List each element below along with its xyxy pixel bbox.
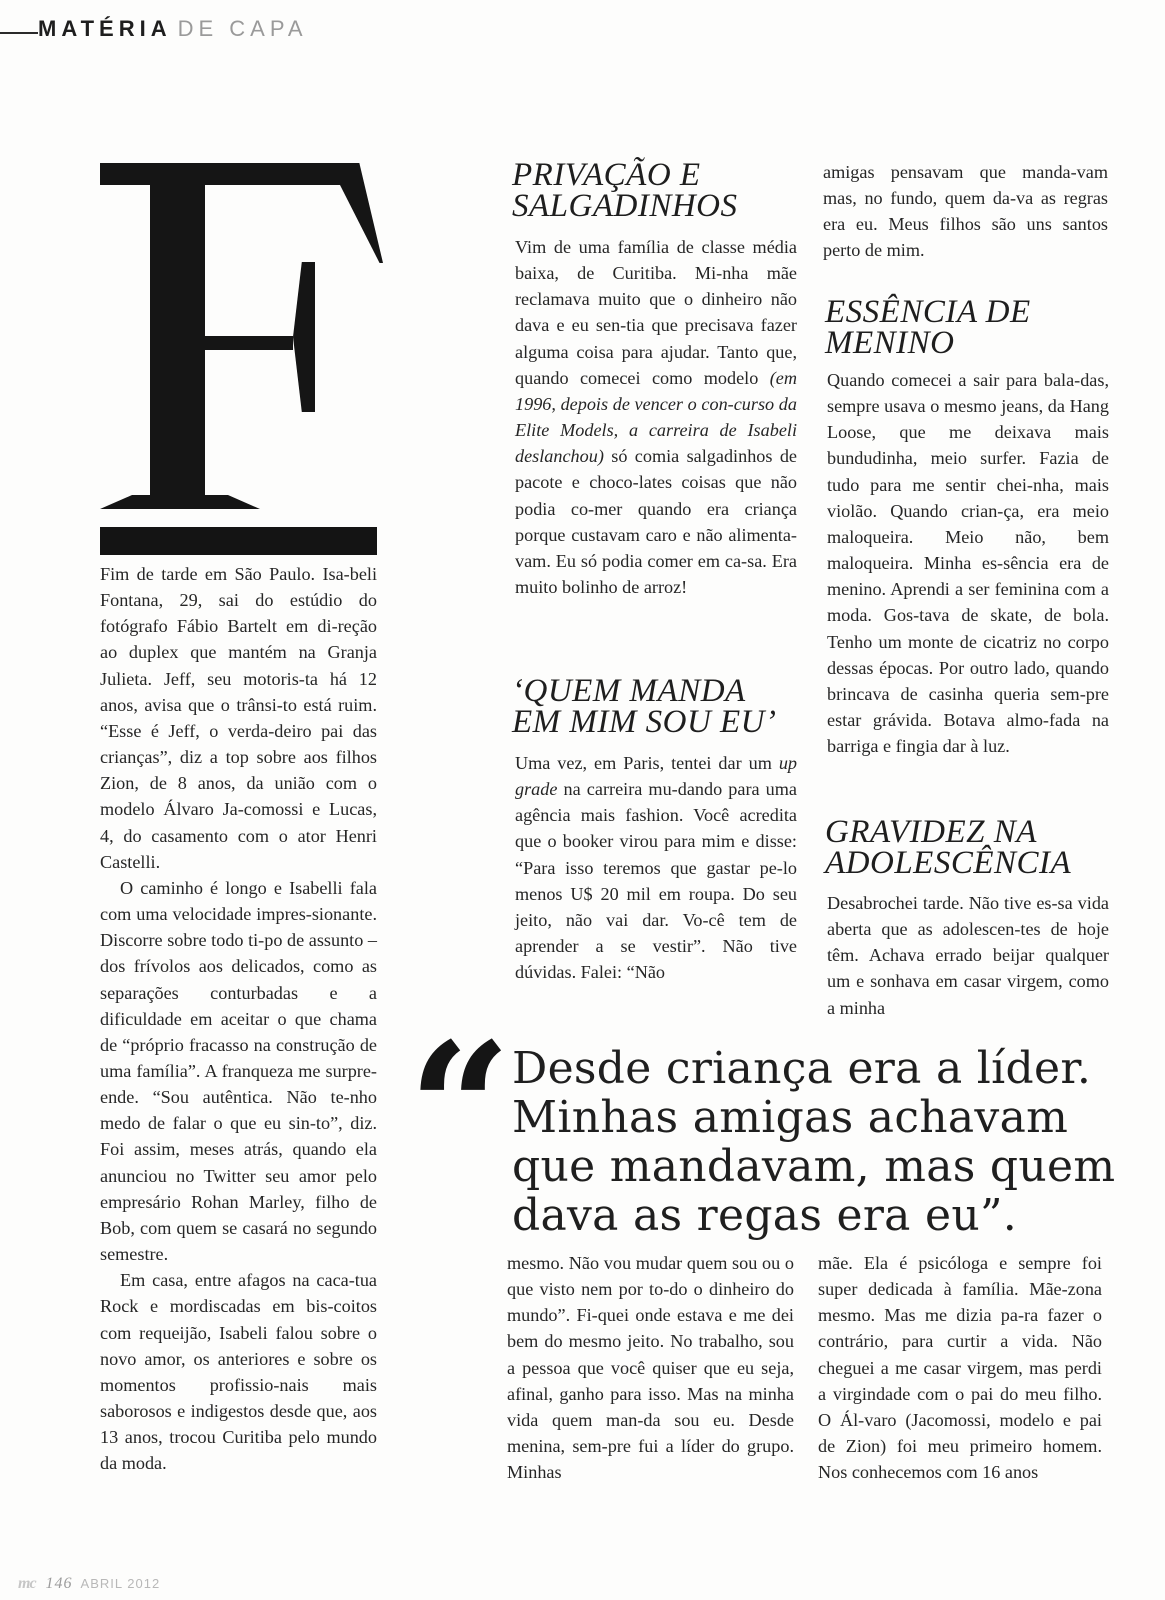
subheading-line: PRIVAÇÃO E — [512, 157, 701, 193]
column-3 — [823, 159, 1108, 264]
paragraph: Em casa, entre afagos na caca-tua Rock e mordiscadas em bis-coitos com requeijão, Isabeli falou sobre o novo amor, os anteriores e sobre os momentos profissio-nais mais saborosos e indigestos desde que, aos 13 anos, trocou Curitiba pelo mundo da moda. — [100, 1270, 377, 1474]
section-title-bold: MATÉRIA — [38, 16, 172, 41]
column-3-bottom — [818, 1250, 1102, 1485]
paragraph: Desabrochei tarde. Não tive es-sa vida aberta que as adolescen-tes de hoje têm. Achava errado beijar qualquer um e sonhava em casar virgem, como a minha — [827, 893, 1109, 1018]
subheading-line: EM MIM SOU EU’ — [512, 704, 777, 740]
quote-mark-icon: “ — [408, 1004, 512, 1215]
column-3-part-3 — [827, 890, 1109, 1021]
page-number: 146 — [45, 1575, 73, 1592]
paragraph — [515, 750, 797, 985]
text-run: Vim de uma família de classe média baixa, de Curitiba. Mi-nha mãe reclamava muito que o dinheiro não dava e eu sen-tia que precisava fazer alguma coisa para ajudar. Tanto que, quando comecei como modelo — [515, 237, 797, 388]
page-footer — [18, 1575, 160, 1593]
dropcap-top-serif — [340, 163, 383, 263]
paragraph: mesmo. Não vou mudar quem sou ou o que visto nem por to-do o dinheiro do mundo”. Fi-quei onde estava e me dei bem do mesmo jeito. No trabalho, sou a pessoa que você quiser que eu seja, afinal, ganho para isso. Mas na minha vida quem man-da sou eu. Desde menina, sem-pre fui a líder do grupo. Minhas — [507, 1253, 794, 1483]
column-2-bottom — [507, 1250, 794, 1485]
column-2-heading-1 — [512, 157, 802, 230]
subheading-line: GRAVIDEZ NA — [825, 814, 1037, 850]
text-run: na carreira mu-dando para uma agência mais fashion. Você acredita que o booker virou para mim e disse: “Para isso teremos que gastar pe-lo menos U$ 20 mil em roupa. Do seu jeito, não vai dar. Vo-cê tem de aprender a se vestir”. Não tive dúvidas. Falei: “Não — [515, 779, 797, 983]
pull-quote-line: dava as regas era eu”. — [512, 1190, 1018, 1241]
column-3-heading-1 — [825, 294, 1115, 367]
column-3-heading-2 — [825, 814, 1115, 887]
paragraph: Quando comecei a sair para bala-das, sempre usava o mesmo jeans, da Hang Loose, que me deixava mais bundudinha, meio surfer. Fazia de tudo para me sentir chei-nha, mais violão. Quando crian-ça, era meio maloqueira. Meio não, bem maloqueira. Minha es-sência era de menino. Aprendi a ser feminina com a moda. Gos-tava de skate, de bola. Tenho um monte de cicatriz no corpo dessas épocas. Por outro lado, quando brincava de casinha queria sem-pre estar grávida. Botava almo-fada na barriga e fingia dar à luz. — [827, 370, 1109, 757]
subheading — [825, 294, 1115, 361]
pull-quote-line: Desde criança era a líder. — [512, 1043, 1092, 1094]
italic-term: up grade — [515, 753, 797, 800]
column-3-part-2 — [827, 367, 1109, 759]
column-2 — [515, 234, 797, 600]
dropcap-middle-serif — [293, 262, 315, 412]
column-1 — [100, 561, 377, 1476]
dropcap-black-bar — [100, 527, 377, 555]
column-2-heading-2 — [512, 673, 802, 746]
paragraph: O caminho é longo e Isabelli fala com uma velocidade impres-sionante. Discorre sobre todo ti-po de assunto – dos frívolos aos delicados, como as separações conturbadas e a dificuldade em aceitar o que chama de “próprio fracasso na construção de uma família”. A franqueza me surpre-ende. “Sou autêntica. Não te-nho medo de falar o que eu sin-to”, diz. Foi assim, meses atrás, quando ela anunciou no Twitter seu amor pelo empresário Rohan Marley, filho de Bob, com quem se casará no segundo semestre. — [100, 877, 377, 1265]
dropcap-foot-serif — [100, 495, 260, 509]
paragraph: mãe. Ela é psicóloga e sempre foi super dedicada à família. Mãe-zona mesmo. Mas me dizia pa-ra fazer o contrário, para curtir a vida. Não cheguei a me casar virgem, mas perdi a virgindade com o pai do meu filho. O Ál-varo (Jacomossi, modelo e pai de Zion) foi meu primeiro homem. Nos conhecemos com 16 anos — [818, 1253, 1102, 1483]
column-2-part-2 — [515, 750, 797, 985]
subheading-line: ESSÊNCIA DE — [825, 294, 1031, 330]
italic-note: (em 1996, depois de vencer o con-curso da Elite Models, a carreira de Isabeli deslanchou) — [515, 367, 797, 467]
pull-quote — [512, 1043, 1116, 1241]
header-rule — [0, 32, 38, 34]
subheading-line: SALGADINHOS — [512, 188, 738, 224]
dropcap-top-bar — [100, 163, 340, 185]
subheading-line: MENINO — [825, 325, 955, 361]
magazine-logo: mc — [18, 1575, 36, 1592]
dropcap-stem — [150, 163, 205, 509]
paragraph: Fim de tarde em São Paulo. Isa-beli Fontana, 29, sai do estúdio do fotógrafo Fábio Bartelt em di-reção ao duplex que mantém na Granja Julieta. Jeff, seu motoris-ta há 12 anos, avisa que o trânsi-to está ruim. “Esse é Jeff, o verda-deiro pai das crianças”, diz a top sobre aos filhos Zion, de 8 anos, da união com o modelo Álvaro Ja-comossi e Lucas, 4, do casamento com o ator Henri Castelli. — [100, 564, 377, 872]
pull-quote-line: que mandavam, mas quem — [512, 1141, 1116, 1192]
subheading — [512, 673, 802, 740]
section-title-light: DE CAPA — [177, 16, 308, 41]
dropcap-middle-bar — [205, 336, 293, 350]
paragraph: amigas pensavam que manda-vam mas, no fundo, quem da-va as regras era eu. Meus filhos são uns santos perto de mim. — [823, 162, 1108, 261]
text-run: Uma vez, em Paris, tentei dar um — [515, 753, 779, 773]
section-header — [38, 16, 308, 42]
paragraph — [515, 234, 797, 600]
subheading-line: ADOLESCÊNCIA — [825, 845, 1072, 881]
pull-quote-line: Minhas amigas achavam — [512, 1092, 1069, 1143]
text-run: só comia salgadinhos de pacote e choco-lates coisas que não podia co-mer quando era criança porque custavam caro e não alimenta-vam. Eu só podia comer em ca-sa. Era muito bolinho de arroz! — [515, 446, 797, 598]
issue-date: ABRIL 2012 — [80, 1576, 161, 1591]
subheading-line: ‘QUEM MANDA — [512, 673, 746, 709]
subheading — [512, 157, 802, 224]
subheading — [825, 814, 1115, 881]
